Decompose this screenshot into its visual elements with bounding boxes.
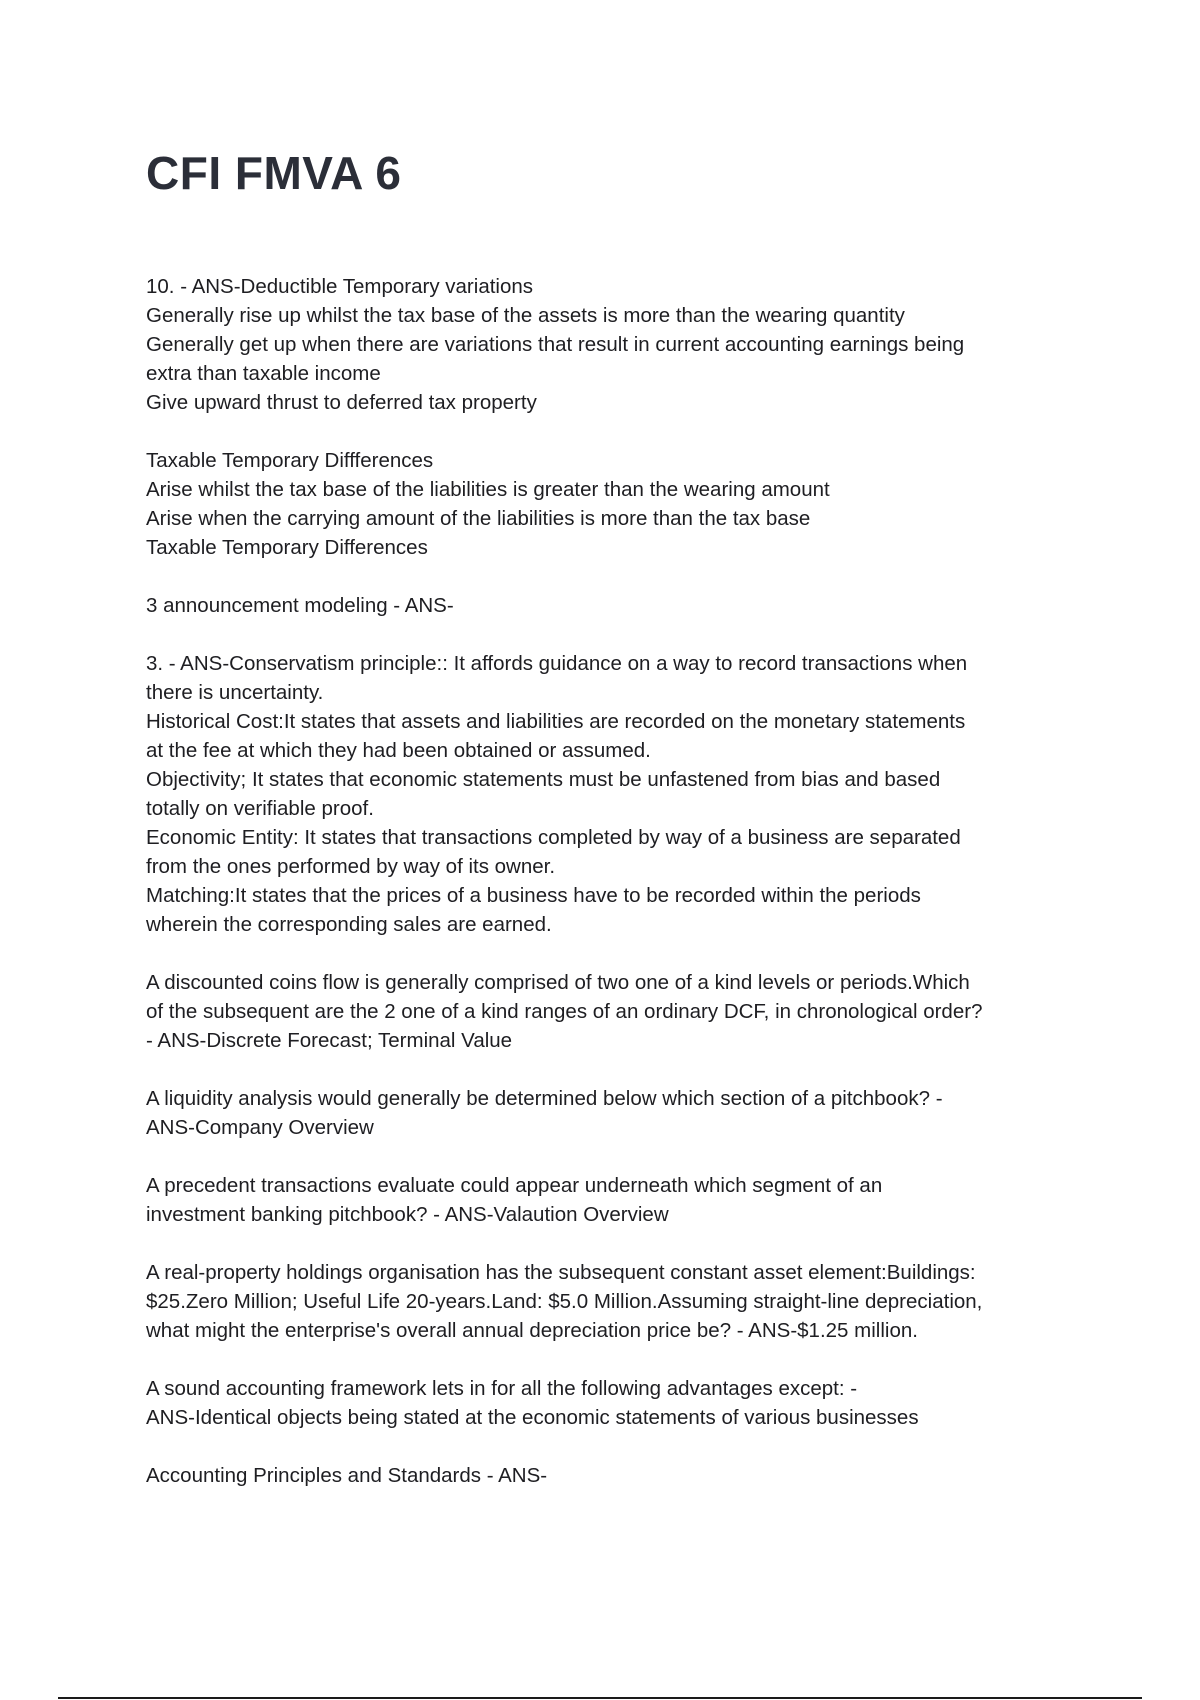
text-line: investment banking pitchbook? - ANS-Valaution Overview	[146, 1203, 669, 1226]
text-line: from the ones performed by way of its owner.	[146, 855, 556, 878]
qa-block	[146, 1258, 1086, 1345]
text-line: ANS-Identical objects being stated at the economic statements of various businesses	[146, 1406, 919, 1429]
qa-block	[146, 649, 1086, 939]
qa-block	[146, 1461, 1086, 1490]
text-line: extra than taxable income	[146, 362, 381, 385]
text-line: Arise whilst the tax base of the liabilities is greater than the wearing amount	[146, 478, 830, 501]
qa-block	[146, 1374, 1086, 1432]
footer-divider	[58, 1697, 1142, 1699]
text-line: A precedent transactions evaluate could appear underneath which segment of an	[146, 1174, 883, 1197]
text-line: what might the enterprise's overall annual depreciation price be? - ANS-$1.25 million.	[146, 1319, 918, 1342]
text-line: Generally rise up whilst the tax base of the assets is more than the wearing quantity	[146, 304, 905, 327]
text-line: Accounting Principles and Standards - ANS-	[146, 1464, 548, 1487]
text-line: A discounted coins flow is generally comprised of two one of a kind levels or periods.Which	[146, 971, 970, 994]
text-line: Taxable Temporary Differences	[146, 536, 428, 559]
text-line: of the subsequent are the 2 one of a kind ranges of an ordinary DCF, in chronological order?	[146, 1000, 983, 1023]
qa-block	[146, 272, 1086, 417]
qa-block	[146, 1171, 1086, 1229]
text-line: Give upward thrust to deferred tax property	[146, 391, 537, 414]
qa-block	[146, 591, 1086, 620]
qa-block	[146, 968, 1086, 1055]
text-line: Generally get up when there are variations that result in current accounting earnings being	[146, 333, 965, 356]
qa-block	[146, 446, 1086, 562]
text-line: 3 announcement modeling - ANS-	[146, 594, 454, 617]
text-line: at the fee at which they had been obtained or assumed.	[146, 739, 651, 762]
text-line: Historical Cost:It states that assets and liabilities are recorded on the monetary statements	[146, 710, 966, 733]
text-line: there is uncertainty.	[146, 681, 324, 704]
text-line: wherein the corresponding sales are earned.	[146, 913, 552, 936]
document-title: CFI FMVA 6	[146, 147, 402, 199]
text-line: ANS-Company Overview	[146, 1116, 374, 1139]
text-line: 10. - ANS-Deductible Temporary variations	[146, 275, 534, 298]
text-line: $25.Zero Million; Useful Life 20-years.Land: $5.0 Million.Assuming straight-line depreciation,	[146, 1290, 983, 1313]
text-line: Matching:It states that the prices of a business have to be recorded within the periods	[146, 884, 921, 907]
text-line: 3. - ANS-Conservatism principle:: It affords guidance on a way to record transactions when	[146, 652, 968, 675]
text-line: Economic Entity: It states that transactions completed by way of a business are separated	[146, 826, 961, 849]
text-line: A liquidity analysis would generally be determined below which section of a pitchbook? -	[146, 1087, 943, 1110]
text-line: A sound accounting framework lets in for all the following advantages except: -	[146, 1377, 858, 1400]
text-line: A real-property holdings organisation has the subsequent constant asset element:Buildings:	[146, 1261, 976, 1284]
text-line: Arise when the carrying amount of the liabilities is more than the tax base	[146, 507, 811, 530]
text-line: Objectivity; It states that economic statements must be unfastened from bias and based	[146, 768, 941, 791]
text-line: totally on verifiable proof.	[146, 797, 374, 820]
text-line: Taxable Temporary Diffferences	[146, 449, 434, 472]
text-line: - ANS-Discrete Forecast; Terminal Value	[146, 1029, 513, 1052]
document-body	[146, 272, 1086, 1519]
qa-block	[146, 1084, 1086, 1142]
